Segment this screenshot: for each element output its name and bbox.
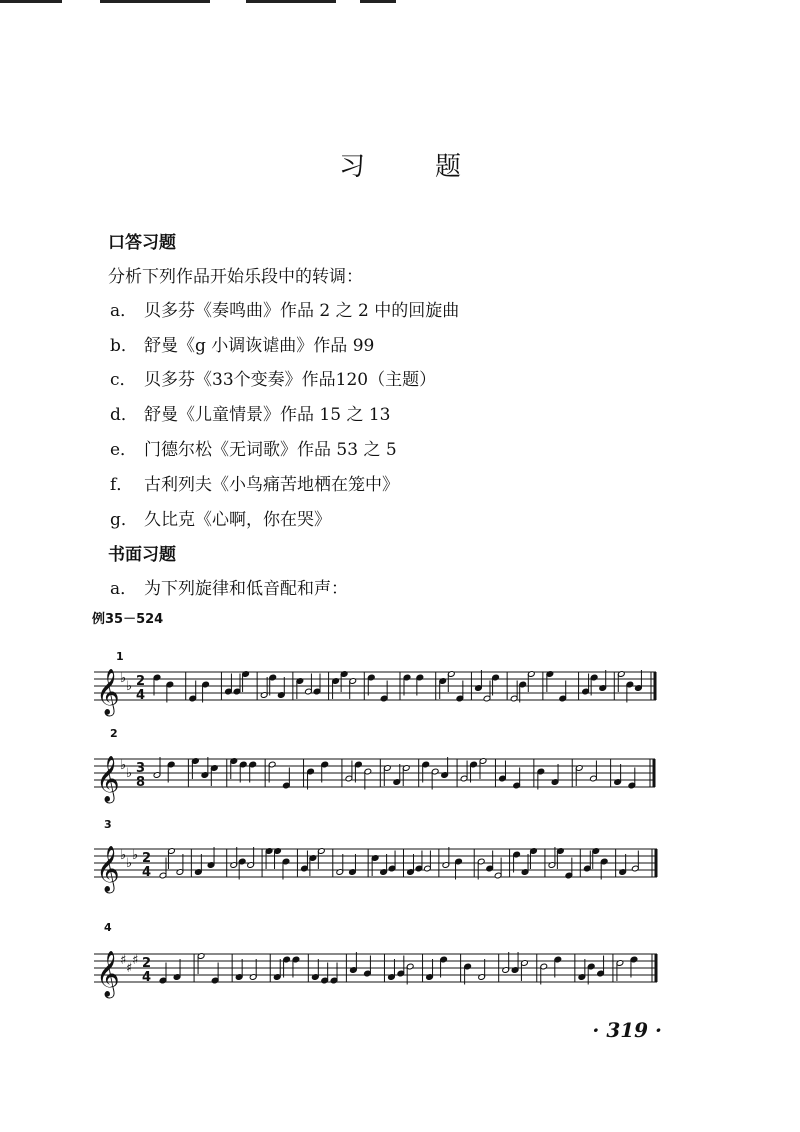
flat-icon: ♭	[120, 848, 127, 863]
flat-icon: ♭	[120, 671, 127, 686]
treble-clef-icon: 𝄞	[96, 846, 120, 892]
top-rule-2	[100, 0, 210, 3]
flat-icon: ♭	[126, 766, 133, 781]
item-text: 古利列夫《小鸟痛苦地栖在笼中》	[144, 475, 399, 495]
oral-intro: 分析下列作品开始乐段中的转调：	[108, 267, 363, 287]
oral-item	[110, 435, 397, 460]
treble-clef-icon: 𝄞	[96, 951, 120, 997]
page-title-left: 习	[338, 152, 365, 182]
oral-item	[110, 470, 399, 495]
music-staff-4	[0, 930, 800, 1020]
treble-clef-icon: 𝄞	[96, 669, 120, 715]
top-rule-3	[246, 0, 336, 3]
staff-number: 1	[116, 650, 124, 663]
sharp-icon: ♯	[120, 953, 127, 968]
oral-item	[110, 331, 374, 356]
time-signature-bottom: 4	[136, 688, 146, 703]
page-number: · 319 ·	[592, 1018, 662, 1042]
top-rule-1	[0, 0, 62, 3]
item-label: b．	[110, 336, 138, 356]
oral-item	[110, 296, 459, 321]
item-label: a．	[110, 301, 138, 321]
item-text: 舒曼《g 小调诙谑曲》作品 99	[144, 336, 375, 356]
staff-number: 3	[104, 818, 112, 831]
music-staff-2	[0, 737, 800, 827]
item-label: f．	[110, 475, 134, 495]
flat-icon: ♭	[126, 679, 133, 694]
oral-item	[110, 365, 436, 390]
oral-item	[110, 400, 390, 425]
top-rule-4	[360, 0, 396, 3]
staff-number: 2	[110, 727, 118, 740]
written-exercises-heading: 书面习题	[108, 545, 176, 565]
flat-icon: ♭	[132, 848, 139, 863]
item-label: c．	[110, 370, 137, 390]
item-label: a．	[110, 579, 138, 599]
sharp-icon: ♯	[126, 961, 133, 976]
music-staff-3	[0, 827, 800, 917]
item-text: 贝多芬《奏鸣曲》作品 2 之 2 中的回旋曲	[144, 301, 460, 321]
item-label: e．	[110, 440, 138, 460]
page-title-right: 题	[435, 152, 462, 182]
item-label: d．	[110, 405, 138, 425]
item-text: 舒曼《儿童情景》作品 15 之 13	[144, 405, 391, 425]
page-title	[0, 146, 800, 183]
time-signature-top: 2	[136, 674, 146, 689]
time-signature-bottom: 4	[142, 865, 152, 880]
item-text: 久比克《心啊，你在哭》	[144, 510, 331, 530]
oral-exercises-heading: 口答习题	[108, 233, 176, 253]
time-signature-top: 2	[142, 956, 152, 971]
time-signature-top: 2	[142, 851, 152, 866]
example-label: 例35－524	[92, 612, 164, 627]
treble-clef-icon: 𝄞	[96, 756, 120, 802]
time-signature-bottom: 4	[142, 970, 152, 985]
written-item	[110, 574, 348, 599]
time-signature-bottom: 8	[136, 775, 146, 790]
item-label: g．	[110, 510, 138, 530]
time-signature-top: 3	[136, 761, 146, 776]
oral-item	[110, 505, 331, 530]
item-text: 为下列旋律和低音配和声：	[144, 579, 348, 599]
flat-icon: ♭	[126, 856, 133, 871]
item-text: 门德尔松《无词歌》作品 53 之 5	[144, 440, 397, 460]
item-text: 贝多芬《33个变奏》作品120（主题）	[144, 370, 437, 390]
sharp-icon: ♯	[132, 953, 139, 968]
staff-number: 4	[104, 921, 112, 934]
music-staff-1	[0, 650, 800, 740]
flat-icon: ♭	[120, 758, 127, 773]
